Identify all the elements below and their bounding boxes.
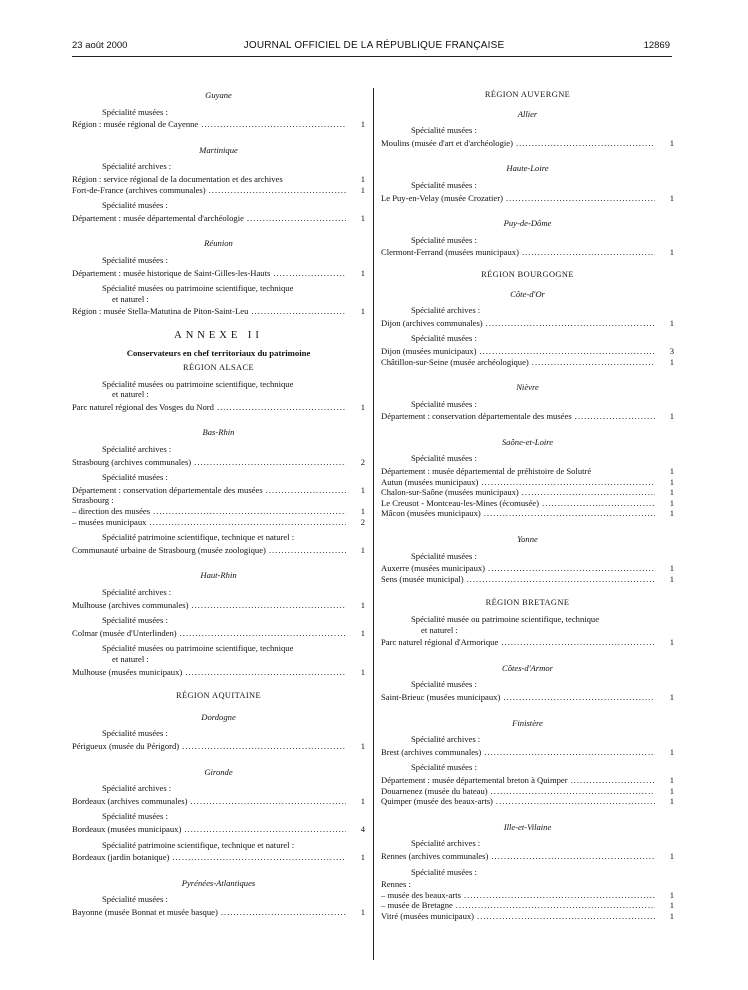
entry-label: Chalon-sur-Saône (musées municipaux) — [381, 487, 519, 498]
entry-count: 4 — [360, 823, 365, 834]
entry-count: 2 — [360, 516, 365, 527]
entry-row — [381, 786, 674, 797]
specialty-label: Spécialité archives : — [411, 838, 481, 849]
publication-date: 23 août 2000 — [72, 40, 128, 51]
entry-row — [381, 477, 674, 488]
entry-label: Parc naturel régional des Vosges du Nord — [72, 401, 214, 412]
section-heading: Bas-Rhin — [202, 427, 235, 438]
section-heading: Yonne — [517, 534, 538, 545]
entry-row — [72, 628, 365, 639]
region-heading: RÉGION BOURGOGNE — [481, 269, 574, 279]
entry-row — [381, 318, 674, 329]
entry-label: Département : conservation départementale des musées — [381, 411, 572, 422]
section-heading: Pyrénées-Atlantiques — [181, 877, 256, 888]
entry-count: 1 — [669, 487, 674, 498]
entry-row — [72, 213, 365, 224]
annexe-title: ANNEXE II — [174, 329, 263, 341]
entry-label: Dijon (musées municipaux) — [381, 345, 477, 356]
specialty-label — [381, 614, 674, 635]
entry-row — [72, 741, 365, 752]
entry-row — [381, 692, 674, 703]
entry-row — [72, 119, 365, 130]
specialty-label: Spécialité archives : — [102, 783, 172, 794]
section-heading: Puy-de-Dôme — [503, 218, 552, 229]
entry-label: Périgueux (musée du Périgord) — [72, 740, 180, 751]
page-number: 12869 — [643, 40, 670, 51]
entry-count: 1 — [360, 666, 365, 677]
entry-count: 1 — [360, 119, 365, 130]
entry-row — [72, 506, 365, 517]
entry-row — [72, 268, 365, 279]
entry-row — [381, 508, 674, 519]
specialty-label: Spécialité archives : — [411, 305, 481, 316]
entry-label: Moulins (musée d'art et d'archéologie) — [381, 137, 513, 148]
entry-label: Le Creusot - Montceau-les-Mines (écomusée) — [381, 497, 539, 508]
entry-count: 1 — [669, 192, 674, 203]
specialty-label-cont: et naturel : — [112, 653, 149, 664]
entry-count: 1 — [669, 796, 674, 807]
entry-row — [381, 574, 674, 585]
region-heading: RÉGION AUVERGNE — [484, 90, 571, 99]
entry-row — [72, 667, 365, 678]
entry-count: 1 — [669, 137, 674, 148]
specialty-label: Spécialité musées : — [102, 811, 168, 822]
specialty-label: Spécialité archives : — [102, 444, 172, 455]
entry-label: Fort-de-France (archives communales) — [72, 184, 206, 195]
region-heading: RÉGION AQUITAINE — [175, 691, 262, 701]
section-heading: Haut-Rhin — [200, 570, 237, 581]
entry-row — [381, 247, 674, 258]
entry-count: 1 — [669, 850, 674, 861]
entry-row — [72, 545, 365, 556]
entry-row — [381, 411, 674, 422]
entry-label: Mâcon (musées municipaux) — [381, 508, 481, 519]
entry-count: 1 — [360, 267, 365, 278]
entry-count: 1 — [360, 173, 365, 184]
entry-label: Département : musée départemental breton à Quimper — [381, 774, 568, 785]
left-column — [72, 90, 365, 917]
entry-count: 1 — [360, 506, 365, 517]
entry-count: 1 — [360, 740, 365, 751]
entry-count: 1 — [669, 910, 674, 921]
journal-title: JOURNAL OFFICIEL DE LA RÉPUBLIQUE FRANÇAISE — [243, 40, 505, 51]
entry-label: Sens (musée municipal) — [381, 573, 464, 584]
entry-label: Autun (musées municipaux) — [381, 476, 479, 487]
section-heading: Nièvre — [516, 382, 539, 393]
entry-count: 1 — [360, 306, 365, 317]
entry-row — [381, 138, 674, 149]
entry-count: 1 — [360, 627, 365, 638]
entry-count: 1 — [360, 599, 365, 610]
entry-label: Le Puy-en-Velay (musée Crozatier) — [381, 192, 503, 203]
section-heading: Haute-Loire — [506, 163, 549, 174]
specialty-label — [72, 283, 365, 304]
entry-count: 2 — [360, 456, 365, 467]
specialty-label: Spécialité musées : — [411, 398, 477, 409]
specialty-label: Spécialité musées : — [102, 615, 168, 626]
entry-row — [381, 796, 674, 807]
section-heading: Ille-et-Vilaine — [503, 821, 552, 832]
entry-count: 1 — [360, 906, 365, 917]
section-heading: Allier — [517, 108, 538, 119]
entry-count: 1 — [669, 466, 674, 477]
entry-label: Clermont-Ferrand (musées municipaux) — [381, 247, 519, 258]
entry-row — [381, 498, 674, 509]
specialty-label: Spécialité musées : — [411, 125, 477, 136]
entry-count: 1 — [669, 247, 674, 258]
entry-label: Colmar (musée d'Unterlinden) — [72, 627, 177, 638]
entry-label: Parc naturel régional d'Armorique — [381, 637, 499, 648]
specialty-label: Spécialité musées : — [411, 234, 477, 245]
entry-count: 3 — [669, 345, 674, 356]
entry-row — [72, 517, 365, 528]
section-heading: Guyane — [205, 90, 232, 100]
entry-count: 1 — [669, 476, 674, 487]
specialty-label: Spécialité musées : — [102, 254, 168, 265]
entry-label: Strasbourg (archives communales) — [72, 456, 192, 467]
entry-label: Mulhouse (archives communales) — [72, 599, 189, 610]
specialty-label-line: Spécialité musées ou patrimoine scientifique, technique — [102, 643, 294, 654]
entry-label: Communauté urbaine de Strasbourg (musée zoologique) — [72, 544, 266, 555]
entry-count: 1 — [360, 184, 365, 195]
entry-count: 1 — [669, 573, 674, 584]
entry-count: 1 — [669, 900, 674, 911]
entry-count: 1 — [360, 795, 365, 806]
entry-count: 1 — [669, 637, 674, 648]
entry-label: Région : musée régional de Cayenne — [72, 119, 199, 130]
entry-label: Bordeaux (jardin botanique) — [72, 852, 170, 863]
entry-row — [72, 306, 365, 317]
specialty-label: Spécialité musées : — [102, 472, 168, 483]
section-heading: Finistère — [512, 717, 543, 728]
specialty-label: Spécialité musées : — [411, 333, 477, 344]
entry-count: 1 — [360, 852, 365, 863]
specialty-label-cont: et naturel : — [421, 624, 458, 635]
city-label: Rennes : — [381, 879, 411, 890]
entry-row — [72, 185, 365, 196]
entry-count: 1 — [360, 484, 365, 495]
section-heading: Dordogne — [201, 711, 236, 722]
entry-label: Département : musée départemental d'archéologie — [72, 212, 244, 223]
section-heading: Côtes-d'Armor — [501, 662, 553, 673]
entry-row — [72, 402, 365, 413]
entry-label: Rennes (archives communales) — [381, 850, 489, 861]
specialty-label: Spécialité patrimoine scientifique, technique et naturel : — [102, 532, 295, 543]
entry-label: – musée de Bretagne — [381, 900, 453, 911]
entry-row — [72, 796, 365, 807]
entry-label: Auxerre (musées municipaux) — [381, 563, 486, 574]
entry-row — [72, 457, 365, 468]
specialty-label: Spécialité musées : — [411, 762, 477, 773]
entry-label: Châtillon-sur-Seine (musée archéologique) — [381, 356, 529, 367]
entry-row — [72, 600, 365, 611]
entry-row — [72, 485, 365, 496]
header-rule — [72, 56, 672, 57]
entry-count: 1 — [669, 411, 674, 422]
specialty-label: Spécialité archives : — [102, 587, 172, 597]
entry-count: 1 — [360, 401, 365, 412]
section-heading: Réunion — [204, 238, 233, 249]
entry-count: 1 — [669, 497, 674, 508]
specialty-label: Spécialité musées : — [102, 200, 168, 211]
specialty-label: Spécialité musées : — [102, 894, 168, 905]
specialty-label: Spécialité patrimoine scientifique, technique et naturel : — [102, 839, 295, 850]
column-divider — [373, 88, 374, 960]
entry-label: Département : musée départemental de préhistoire de Solutré — [381, 466, 592, 477]
entry-label: Douarnenez (musée du bateau) — [381, 785, 488, 796]
entry-label: Bayonne (musée Bonnat et musée basque) — [72, 906, 218, 917]
region-heading: RÉGION BRETAGNE — [485, 598, 570, 608]
entry-count: 1 — [669, 356, 674, 367]
specialty-label — [72, 379, 365, 400]
entry-label: Département : musée historique de Saint-Gilles-les-Hauts — [72, 267, 271, 278]
entry-row — [381, 851, 674, 862]
entry-row — [381, 357, 674, 368]
entry-count: 1 — [669, 746, 674, 757]
entry-label: Bordeaux (archives communales) — [72, 795, 188, 806]
specialty-label-line: Spécialité musées ou patrimoine scientifique, technique — [102, 283, 294, 294]
entry-label: Bordeaux (musées municipaux) — [72, 823, 182, 834]
section-heading: Gironde — [204, 766, 233, 777]
entry-row — [381, 563, 674, 574]
entry-row — [381, 346, 674, 357]
entry-label: – musées municipaux — [72, 516, 147, 527]
specialty-label-cont: et naturel : — [112, 389, 149, 400]
entry-count: 1 — [360, 544, 365, 555]
entry-label: Saint-Brieuc (musées municipaux) — [381, 691, 501, 702]
specialty-label: Spécialité musées : — [102, 106, 168, 117]
entry-row — [381, 775, 674, 786]
specialty-label: Spécialité musées : — [411, 453, 477, 464]
entry-row — [72, 824, 365, 835]
entry-row — [381, 466, 674, 477]
entry-label: Mulhouse (musées municipaux) — [72, 666, 183, 677]
entry-label: Vitré (musées municipaux) — [381, 910, 475, 921]
entry-count: 1 — [669, 889, 674, 900]
entry-label: Région : musée Stella-Matutina de Piton-Saint-Leu — [72, 306, 249, 317]
entry-count: 1 — [669, 785, 674, 796]
entry-row — [72, 907, 365, 918]
entry-label: Quimper (musée des beaux-arts) — [381, 796, 493, 807]
specialty-label — [72, 643, 365, 664]
entry-count: 1 — [360, 212, 365, 223]
entry-count: 1 — [669, 508, 674, 519]
entry-row — [381, 747, 674, 758]
section-heading: Saône-et-Loire — [501, 436, 554, 447]
city-label: Strasbourg : — [72, 495, 114, 506]
entry-label: – musée des beaux-arts — [381, 889, 461, 900]
entry-count: 1 — [669, 691, 674, 702]
entry-row — [381, 637, 674, 648]
right-column — [381, 90, 674, 921]
specialty-label: Spécialité musées : — [102, 728, 168, 739]
entry-label: Dijon (archives communales) — [381, 317, 483, 328]
entry-row — [72, 852, 365, 863]
entry-label: Région : service régional de la documentation et des archives — [72, 173, 283, 184]
section-heading: Martinique — [199, 144, 238, 155]
region-heading: RÉGION ALSACE — [182, 363, 255, 373]
entry-row — [72, 174, 365, 185]
specialty-label: Spécialité archives : — [102, 161, 172, 172]
entry-row — [381, 900, 674, 911]
annexe-subtitle: Conservateurs en chef territoriaux du patrimoine — [126, 347, 311, 358]
specialty-label-line: Spécialité musées ou patrimoine scientifique, technique — [102, 378, 294, 389]
entry-row — [381, 193, 674, 204]
entry-count: 1 — [669, 774, 674, 785]
specialty-label: Spécialité archives : — [411, 734, 481, 745]
specialty-label: Spécialité musées : — [411, 550, 477, 561]
specialty-label-line: Spécialité musée ou patrimoine scientifique, technique — [411, 614, 600, 624]
specialty-label-cont: et naturel : — [112, 293, 149, 304]
section-heading: Côte-d'Or — [510, 288, 545, 299]
entry-row — [381, 890, 674, 901]
entry-row — [381, 911, 674, 922]
entry-row — [381, 487, 674, 498]
specialty-label: Spécialité musées : — [411, 866, 477, 877]
entry-count: 1 — [669, 563, 674, 574]
entry-label: – direction des musées — [72, 506, 151, 517]
specialty-label: Spécialité musées : — [411, 179, 477, 190]
specialty-label: Spécialité musées : — [411, 679, 477, 690]
entry-label: Département : conservation départementale des musées — [72, 484, 263, 495]
entry-count: 1 — [669, 317, 674, 328]
entry-label: Brest (archives communales) — [381, 746, 482, 757]
